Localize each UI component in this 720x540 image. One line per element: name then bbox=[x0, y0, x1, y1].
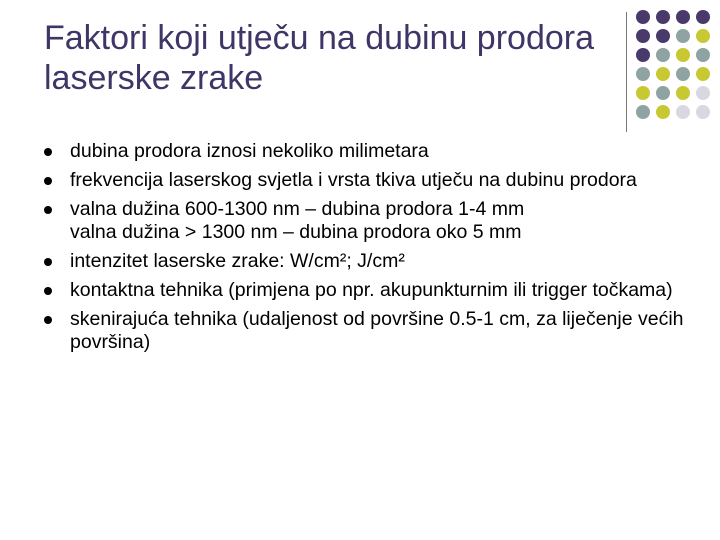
bullet-text: valna dužina > 1300 nm – dubina prodora oko 5 mm bbox=[70, 221, 522, 243]
decorative-dot bbox=[636, 67, 650, 81]
decorative-dot bbox=[676, 10, 690, 24]
decorative-dot bbox=[656, 86, 670, 100]
decorative-dot bbox=[696, 10, 710, 24]
decorative-dot bbox=[676, 48, 690, 62]
decorative-dot bbox=[696, 86, 710, 100]
slide-title: Faktori koji utječu na dubinu prodora laserske zrake bbox=[44, 19, 594, 97]
decorative-dot bbox=[676, 86, 690, 100]
bullet-marker bbox=[44, 316, 52, 324]
decorative-dot bbox=[676, 105, 690, 119]
decorative-dot bbox=[696, 105, 710, 119]
decorative-dot bbox=[636, 48, 650, 62]
title-divider bbox=[626, 12, 627, 132]
decorative-dot bbox=[676, 29, 690, 43]
decorative-dot bbox=[696, 29, 710, 43]
decorative-dot bbox=[636, 29, 650, 43]
bullet-item bbox=[44, 250, 704, 273]
decorative-dot bbox=[676, 67, 690, 81]
decorative-dot bbox=[636, 86, 650, 100]
bullet-text: intenzitet laserske zrake: W/cm²; J/cm² bbox=[70, 250, 405, 272]
bullet-item bbox=[44, 169, 704, 192]
bullet-marker bbox=[44, 258, 52, 266]
bullet-item bbox=[44, 140, 704, 163]
decorative-dot bbox=[656, 48, 670, 62]
bullet-text: skenirajuća tehnika (udaljenost od površine 0.5-1 cm, za liječenje većih površina) bbox=[70, 308, 684, 353]
bullet-marker bbox=[44, 287, 52, 295]
bullet-text: frekvencija laserskog svjetla i vrsta tkiva utječu na dubinu prodora bbox=[70, 169, 637, 191]
decorative-dot bbox=[636, 105, 650, 119]
bullet-item bbox=[44, 279, 704, 302]
decorative-dot bbox=[696, 67, 710, 81]
bullet-item bbox=[44, 198, 704, 244]
decorative-dot bbox=[656, 67, 670, 81]
bullet-text: dubina prodora iznosi nekoliko milimetara bbox=[70, 140, 429, 162]
decorative-dot-grid bbox=[636, 10, 710, 119]
bullet-text: kontaktna tehnika (primjena po npr. akupunkturnim ili trigger točkama) bbox=[70, 279, 673, 301]
decorative-dot bbox=[656, 10, 670, 24]
decorative-dot bbox=[636, 10, 650, 24]
bullet-marker bbox=[44, 206, 52, 214]
decorative-dot bbox=[696, 48, 710, 62]
bullet-marker bbox=[44, 148, 52, 156]
bullet-text: valna dužina 600-1300 nm – dubina prodora 1-4 mm bbox=[70, 198, 525, 220]
decorative-dot bbox=[656, 105, 670, 119]
bullet-item bbox=[44, 308, 704, 354]
bullet-list bbox=[44, 140, 704, 360]
decorative-dot bbox=[656, 29, 670, 43]
bullet-marker bbox=[44, 177, 52, 185]
